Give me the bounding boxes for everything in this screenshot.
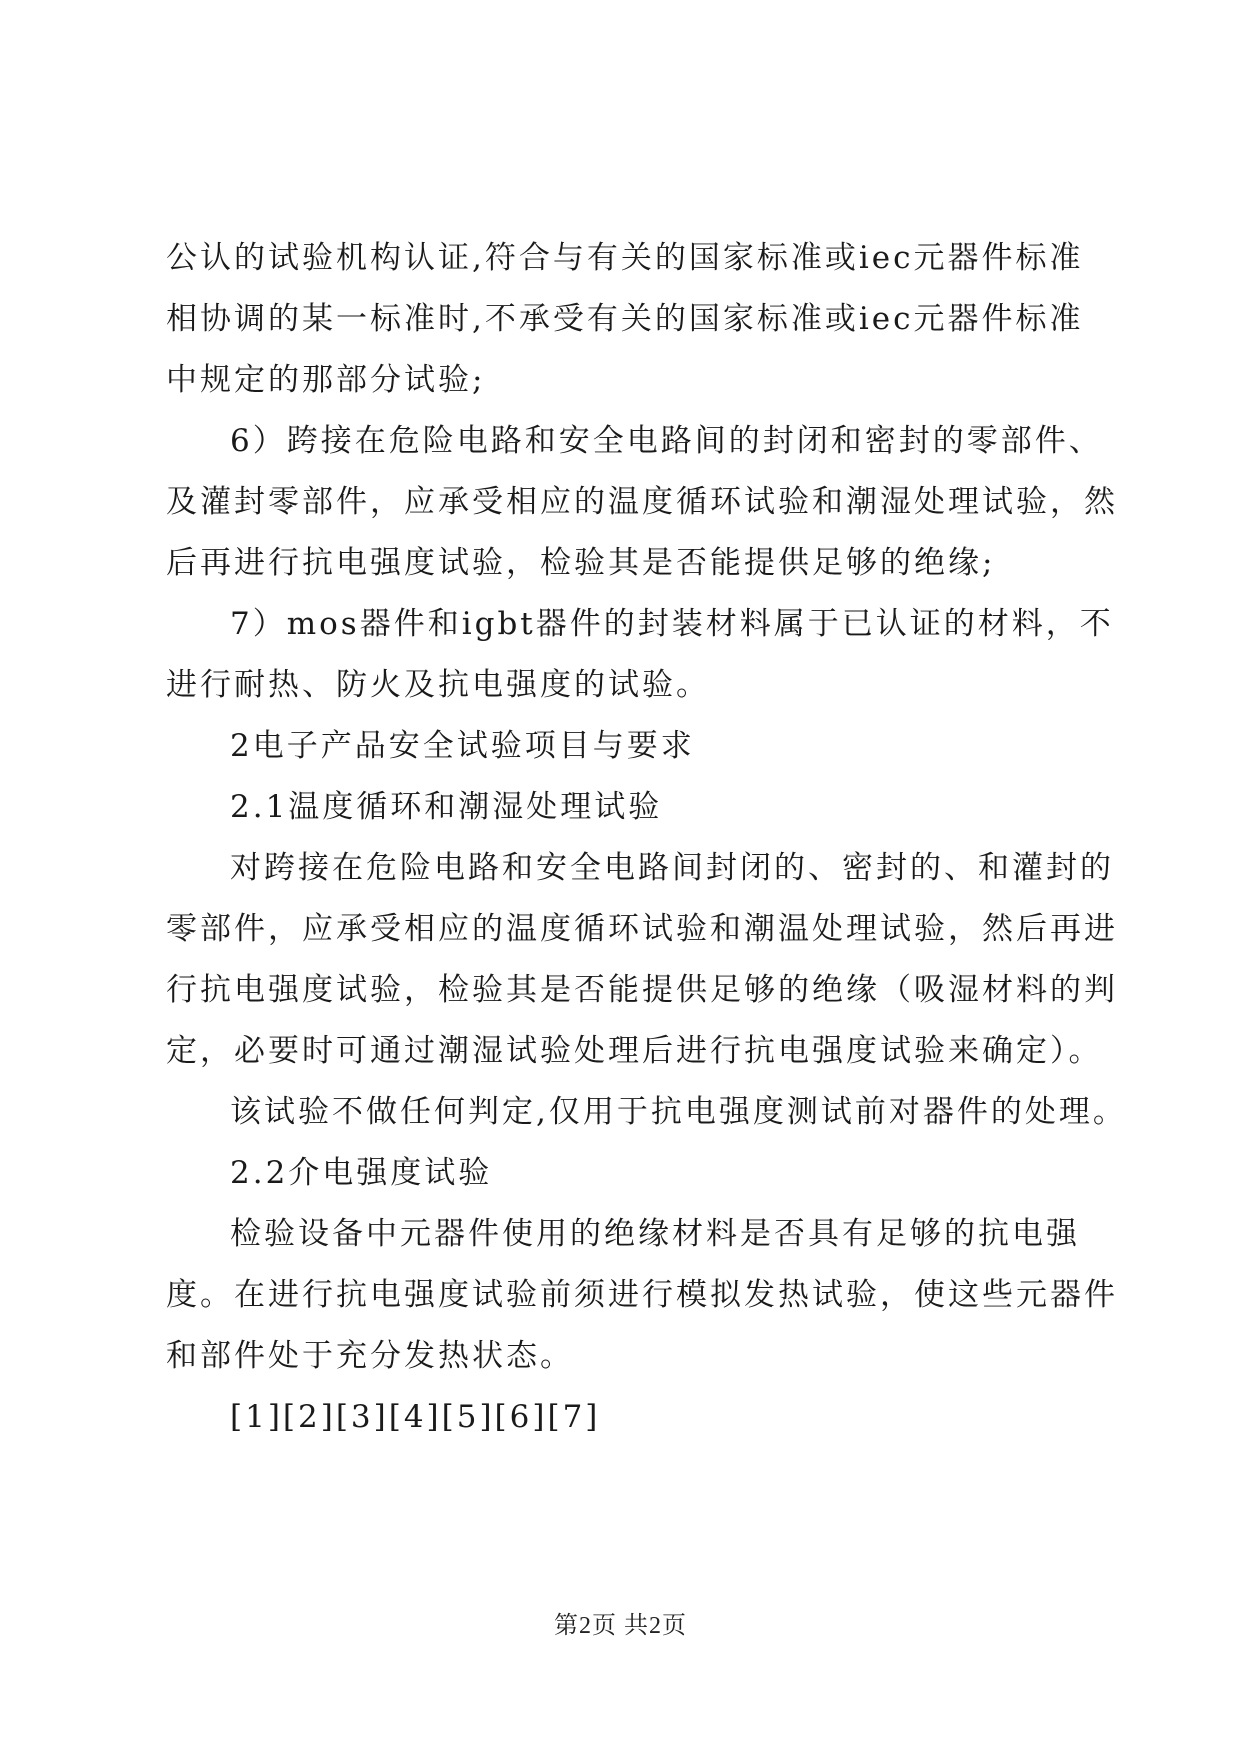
body-text-line: 相协调的某一标准时,不承受有关的国家标准或iec元器件标准 — [166, 301, 1084, 337]
body-text-line: 后再进行抗电强度试验，检验其是否能提供足够的绝缘; — [166, 545, 996, 581]
document-body — [166, 228, 1127, 1448]
list-item-6: 6）跨接在危险电路和安全电路间的封闭和密封的零部件、 — [230, 423, 1103, 459]
body-text-line: 和部件处于充分发热状态。 — [166, 1338, 574, 1374]
body-text-line: 及灌封零部件，应承受相应的温度循环试验和潮湿处理试验，然 — [166, 484, 1118, 520]
body-text-line: 度。在进行抗电强度试验前须进行模拟发热试验，使这些元器件 — [166, 1277, 1118, 1313]
section-heading-2-1: 2.1温度循环和潮湿处理试验 — [230, 789, 663, 825]
body-text-line: 定，必要时可通过潮湿试验处理后进行抗电强度试验来确定）。 — [166, 1033, 1103, 1069]
body-text-line: 中规定的那部分试验; — [166, 362, 486, 398]
body-text-line: 进行耐热、防火及抗电强度的试验。 — [166, 667, 710, 703]
paragraph-start: 对跨接在危险电路和安全电路间封闭的、密封的、和灌封的 — [230, 850, 1114, 886]
paragraph-start: 检验设备中元器件使用的绝缘材料是否具有足够的抗电强 — [230, 1216, 1080, 1252]
page-links[interactable]: [1][2][3][4][5][6][7] — [230, 1399, 601, 1435]
section-heading-2: 2电子产品安全试验项目与要求 — [230, 728, 695, 764]
body-text-line: 零部件，应承受相应的温度循环试验和潮温处理试验，然后再进 — [166, 911, 1118, 947]
list-item-7: 7）mos器件和igbt器件的封装材料属于已认证的材料，不 — [230, 606, 1114, 642]
section-heading-2-2: 2.2介电强度试验 — [230, 1155, 493, 1191]
body-text-line: 行抗电强度试验，检验其是否能提供足够的绝缘（吸湿材料的判 — [166, 972, 1118, 1008]
page-footer: 第2页 共2页 — [554, 1613, 687, 1639]
body-text-line: 公认的试验机构认证,符合与有关的国家标准或iec元器件标准 — [166, 240, 1084, 276]
paragraph-start: 该试验不做任何判定,仅用于抗电强度测试前对器件的处理。 — [230, 1094, 1127, 1130]
